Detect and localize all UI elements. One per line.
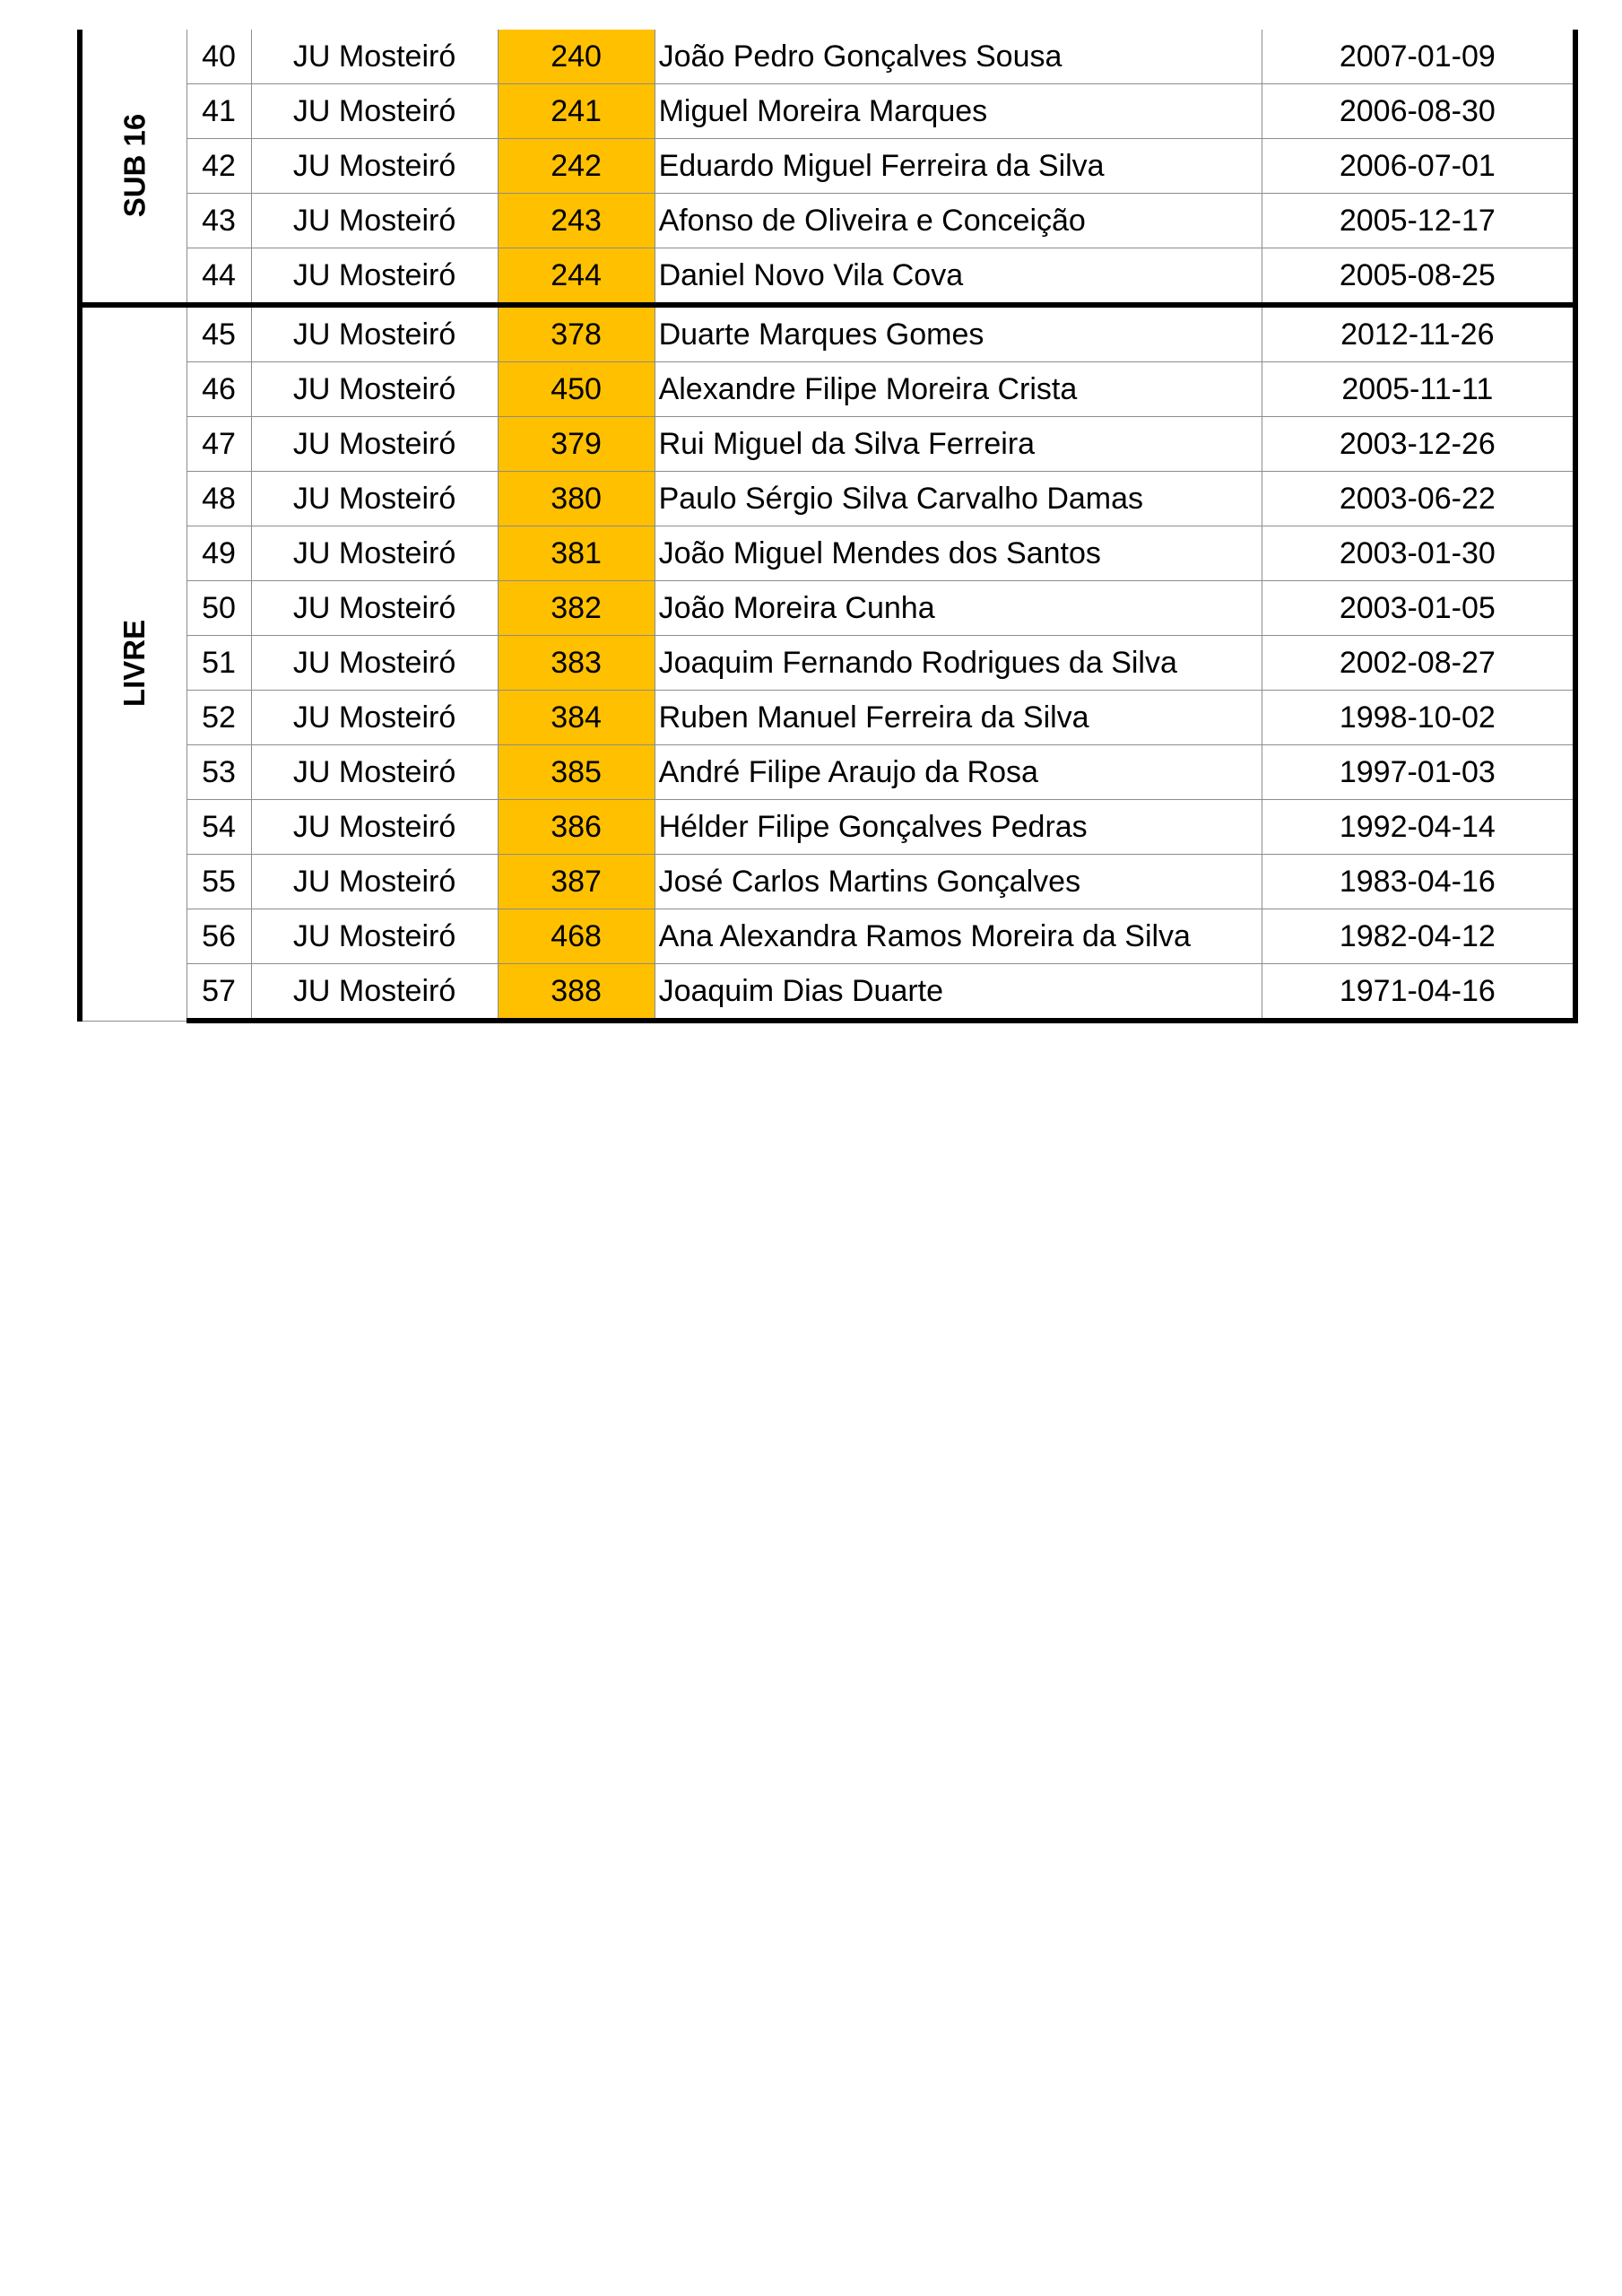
athlete-number: 56: [186, 909, 251, 964]
birth-date: 2003-06-22: [1262, 472, 1575, 526]
license-number: 450: [498, 362, 655, 417]
birth-date: 2003-12-26: [1262, 417, 1575, 472]
table-row: [80, 139, 1575, 194]
roster-body: [80, 30, 1575, 1021]
birth-date: 2007-01-09: [1262, 30, 1575, 84]
table-row: [80, 526, 1575, 581]
club-name: JU Mosteiró: [251, 855, 498, 909]
table-row: [80, 472, 1575, 526]
license-number: 388: [498, 964, 655, 1022]
category-cell: [80, 305, 186, 1021]
license-number: 244: [498, 248, 655, 306]
license-number: 241: [498, 84, 655, 139]
athlete-name: Ana Alexandra Ramos Moreira da Silva: [655, 909, 1262, 964]
athlete-number: 47: [186, 417, 251, 472]
athlete-name: Duarte Marques Gomes: [655, 305, 1262, 362]
birth-date: 1983-04-16: [1262, 855, 1575, 909]
category-label: SUB 16: [117, 113, 152, 218]
athlete-name: Miguel Moreira Marques: [655, 84, 1262, 139]
table-row: [80, 581, 1575, 636]
table-row: [80, 909, 1575, 964]
club-name: JU Mosteiró: [251, 194, 498, 248]
birth-date: 2006-08-30: [1262, 84, 1575, 139]
table-row: [80, 636, 1575, 691]
license-number: 387: [498, 855, 655, 909]
athlete-name: Hélder Filipe Gonçalves Pedras: [655, 800, 1262, 855]
table-row: [80, 30, 1575, 84]
license-number: 381: [498, 526, 655, 581]
club-name: JU Mosteiró: [251, 745, 498, 800]
birth-date: 2003-01-05: [1262, 581, 1575, 636]
table-row: [80, 362, 1575, 417]
athlete-number: 46: [186, 362, 251, 417]
athlete-name: Eduardo Miguel Ferreira da Silva: [655, 139, 1262, 194]
athlete-number: 48: [186, 472, 251, 526]
license-number: 379: [498, 417, 655, 472]
club-name: JU Mosteiró: [251, 248, 498, 306]
license-number: 380: [498, 472, 655, 526]
athlete-number: 53: [186, 745, 251, 800]
club-name: JU Mosteiró: [251, 636, 498, 691]
license-number: 240: [498, 30, 655, 84]
table-row: [80, 84, 1575, 139]
athlete-number: 52: [186, 691, 251, 745]
birth-date: 2012-11-26: [1262, 305, 1575, 362]
table-row: [80, 248, 1575, 306]
athlete-name: Daniel Novo Vila Cova: [655, 248, 1262, 306]
athlete-name: Joaquim Dias Duarte: [655, 964, 1262, 1022]
table-row: [80, 417, 1575, 472]
license-number: 383: [498, 636, 655, 691]
athlete-name: Joaquim Fernando Rodrigues da Silva: [655, 636, 1262, 691]
birth-date: 1982-04-12: [1262, 909, 1575, 964]
license-number: 378: [498, 305, 655, 362]
table-row: [80, 194, 1575, 248]
club-name: JU Mosteiró: [251, 691, 498, 745]
club-name: JU Mosteiró: [251, 909, 498, 964]
athlete-roster-table: [77, 30, 1578, 1023]
club-name: JU Mosteiró: [251, 581, 498, 636]
athlete-name: João Miguel Mendes dos Santos: [655, 526, 1262, 581]
birth-date: 1971-04-16: [1262, 964, 1575, 1022]
athlete-name: Ruben Manuel Ferreira da Silva: [655, 691, 1262, 745]
club-name: JU Mosteiró: [251, 800, 498, 855]
table-row: [80, 855, 1575, 909]
table-row: [80, 305, 1575, 362]
category-cell: [80, 30, 186, 305]
athlete-name: André Filipe Araujo da Rosa: [655, 745, 1262, 800]
birth-date: 2002-08-27: [1262, 636, 1575, 691]
birth-date: 1998-10-02: [1262, 691, 1575, 745]
category-label: LIVRE: [117, 620, 152, 708]
birth-date: 2005-11-11: [1262, 362, 1575, 417]
table-row: [80, 964, 1575, 1022]
license-number: 243: [498, 194, 655, 248]
birth-date: 2003-01-30: [1262, 526, 1575, 581]
license-number: 382: [498, 581, 655, 636]
table-row: [80, 691, 1575, 745]
license-number: 384: [498, 691, 655, 745]
birth-date: 2005-08-25: [1262, 248, 1575, 306]
athlete-number: 40: [186, 30, 251, 84]
club-name: JU Mosteiró: [251, 417, 498, 472]
club-name: JU Mosteiró: [251, 964, 498, 1022]
athlete-number: 45: [186, 305, 251, 362]
birth-date: 1997-01-03: [1262, 745, 1575, 800]
athlete-number: 51: [186, 636, 251, 691]
athlete-name: João Pedro Gonçalves Sousa: [655, 30, 1262, 84]
license-number: 242: [498, 139, 655, 194]
athlete-number: 43: [186, 194, 251, 248]
athlete-number: 50: [186, 581, 251, 636]
table-row: [80, 745, 1575, 800]
athlete-number: 57: [186, 964, 251, 1022]
birth-date: 2006-07-01: [1262, 139, 1575, 194]
athlete-number: 55: [186, 855, 251, 909]
license-number: 385: [498, 745, 655, 800]
club-name: JU Mosteiró: [251, 30, 498, 84]
athlete-name: Rui Miguel da Silva Ferreira: [655, 417, 1262, 472]
club-name: JU Mosteiró: [251, 362, 498, 417]
athlete-number: 44: [186, 248, 251, 306]
athlete-name: João Moreira Cunha: [655, 581, 1262, 636]
license-number: 468: [498, 909, 655, 964]
athlete-number: 41: [186, 84, 251, 139]
club-name: JU Mosteiró: [251, 84, 498, 139]
athlete-number: 49: [186, 526, 251, 581]
birth-date: 2005-12-17: [1262, 194, 1575, 248]
club-name: JU Mosteiró: [251, 305, 498, 362]
athlete-name: Alexandre Filipe Moreira Crista: [655, 362, 1262, 417]
club-name: JU Mosteiró: [251, 472, 498, 526]
athlete-number: 54: [186, 800, 251, 855]
athlete-name: Afonso de Oliveira e Conceição: [655, 194, 1262, 248]
license-number: 386: [498, 800, 655, 855]
club-name: JU Mosteiró: [251, 526, 498, 581]
club-name: JU Mosteiró: [251, 139, 498, 194]
birth-date: 1992-04-14: [1262, 800, 1575, 855]
athlete-name: José Carlos Martins Gonçalves: [655, 855, 1262, 909]
table-row: [80, 800, 1575, 855]
athlete-number: 42: [186, 139, 251, 194]
athlete-name: Paulo Sérgio Silva Carvalho Damas: [655, 472, 1262, 526]
